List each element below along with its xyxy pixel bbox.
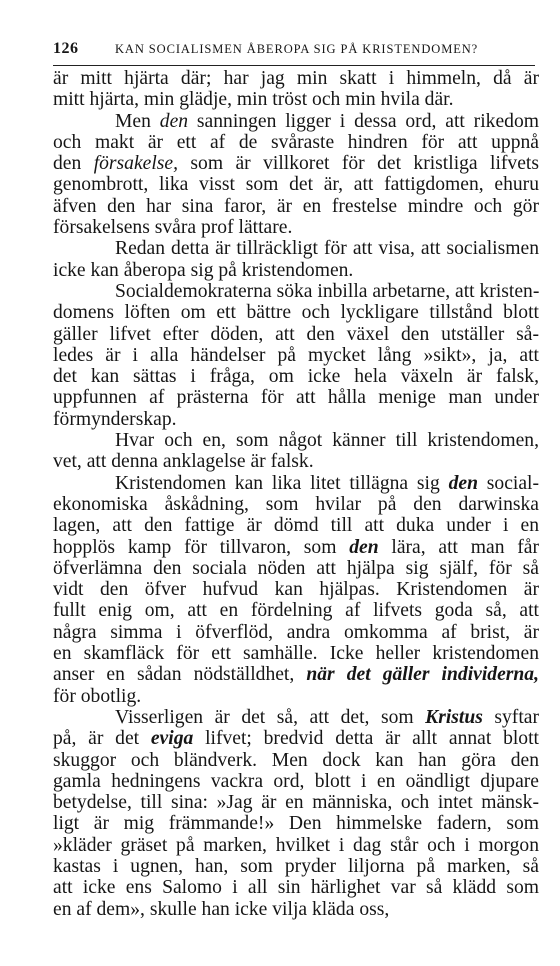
text-line: vidt den öfver hufvud kan hjälpas. Kristendomen är bbox=[53, 579, 539, 601]
text-line: och makt är ett af de svåraste hindren för att uppnå bbox=[53, 131, 539, 153]
running-head bbox=[47, 38, 538, 62]
text-line: gamla hedningens vackra ord, blott i en oändligt djupare bbox=[53, 770, 539, 792]
text-line: Socialdemokraterna söka inbilla arbetarne, att kristen- bbox=[115, 280, 540, 302]
text-line: Redan detta är tillräckligt för att visa, att socialismen bbox=[115, 238, 539, 260]
text-line: öfverlämna den sociala nöden att hjälpa sig själf, för så bbox=[53, 557, 539, 579]
text-line: ledes är i alla händelser på mycket lång »sikt», ja, att bbox=[53, 344, 539, 366]
text-line: ekonomiska åskådning, som hvilar på den darwinska bbox=[53, 493, 539, 515]
text-span: på, är det bbox=[53, 728, 151, 750]
text-line: ligt är mig främmande!» Den himmelske fadern, som bbox=[53, 813, 539, 835]
text-line: kastas i ugnen, han, som pryder liljorna på marken, så bbox=[53, 855, 539, 877]
text-line: Hvar och en, som något känner till kristendomen, bbox=[115, 430, 539, 452]
text-span: Visserligen är det så, att det, som bbox=[115, 706, 426, 728]
text-line: betydelse, till sina: »Jag är en människa, och intet mänsk- bbox=[53, 792, 539, 814]
text-line: äfven den har sina faror, är en frestelse mindre och gör bbox=[53, 195, 539, 217]
text-line: mitt hjärta, min glädje, min tröst och min hvila där. bbox=[53, 89, 454, 111]
emphasis-span: den bbox=[349, 536, 379, 558]
text-line: genombrott, lika visst som det är, att fattigdomen, ehuru bbox=[53, 174, 539, 196]
text-span: syftar bbox=[482, 706, 539, 728]
text-line: försakelsens svåra prof lättare. bbox=[53, 217, 293, 239]
text-line: några simma i öfverflöd, andra omkomma af brist, är bbox=[53, 621, 539, 643]
text-line: en skamfläck för ett samhälle. Icke heller kristendomen bbox=[53, 643, 539, 665]
text-line bbox=[53, 111, 539, 132]
emphasis-span: när det gäller individerna, bbox=[306, 664, 539, 686]
text-span: anser en sådan nödställdhet, bbox=[53, 664, 307, 686]
text-line: det kan sättas i fråga, om icke hela växeln är falsk, bbox=[53, 366, 539, 388]
emphasis-span: försakelse, bbox=[93, 153, 179, 175]
text-span: sanningen ligger i dessa ord, att rikedom bbox=[188, 110, 539, 132]
text-line bbox=[53, 707, 539, 728]
text-line bbox=[53, 728, 539, 749]
text-span: Men bbox=[115, 110, 160, 132]
text-line: gäller lifvet efter döden, att den växel den utställer så- bbox=[53, 323, 539, 345]
emphasis-span: Kristus bbox=[425, 706, 483, 728]
text-line: fullt enig om, att en fördelning af lifvets goda så, att bbox=[53, 600, 539, 622]
text-line: en af dem», skulle han icke vilja kläda oss, bbox=[53, 898, 390, 920]
text-line: uppfunnen af prästerna för att hålla menige man under bbox=[53, 387, 539, 409]
text-span: social- bbox=[477, 472, 539, 494]
text-span: lära, att man får bbox=[378, 536, 540, 558]
text-line bbox=[53, 664, 539, 685]
running-title: KAN SOCIALISMEN ÅBEROPA SIG PÅ KRISTENDOMEN? bbox=[115, 42, 479, 56]
text-line: vet, att denna anklagelse är falsk. bbox=[53, 451, 314, 473]
text-line: domens löften om ett bättre och lyckligare tillstånd blott bbox=[53, 302, 539, 324]
text-line: är mitt hjärta där; har jag min skatt i himmeln, då är bbox=[53, 68, 539, 89]
text-line: skuggor och bländverk. Men dock kan han göra den bbox=[53, 749, 539, 771]
text-line bbox=[53, 473, 539, 494]
book-page bbox=[47, 38, 540, 920]
text-line: »kläder gräset på marken, hvilket i dag står och i morgon bbox=[53, 834, 539, 856]
text-span: Kristendomen kan lika litet tillägna sig bbox=[115, 472, 449, 494]
text-line: att icke ens Salomo i all sin härlighet var så klädd som bbox=[53, 877, 539, 899]
text-line bbox=[53, 153, 539, 174]
header-rule bbox=[53, 65, 535, 66]
text-span: lifvet; bredvid detta är allt annat blott bbox=[193, 728, 539, 750]
text-span: som är villkoret för det kristliga lifvets bbox=[178, 153, 539, 175]
emphasis-span: eviga bbox=[150, 728, 194, 750]
text-span: den bbox=[53, 153, 94, 175]
page-number: 126 bbox=[53, 40, 79, 57]
text-line: icke kan åberopa sig på kristendomen. bbox=[53, 259, 354, 281]
emphasis-span: den bbox=[448, 472, 478, 494]
emphasis-span: den bbox=[159, 110, 189, 132]
text-line: för obotlig. bbox=[53, 685, 142, 707]
text-span: hopplös kamp för tillvaron, som bbox=[53, 536, 350, 558]
body-text bbox=[53, 68, 539, 920]
text-line: förmynderskap. bbox=[53, 408, 177, 430]
text-line: lagen, att den fattige är dömd till att duka under i en bbox=[53, 515, 539, 537]
text-line bbox=[53, 537, 539, 558]
